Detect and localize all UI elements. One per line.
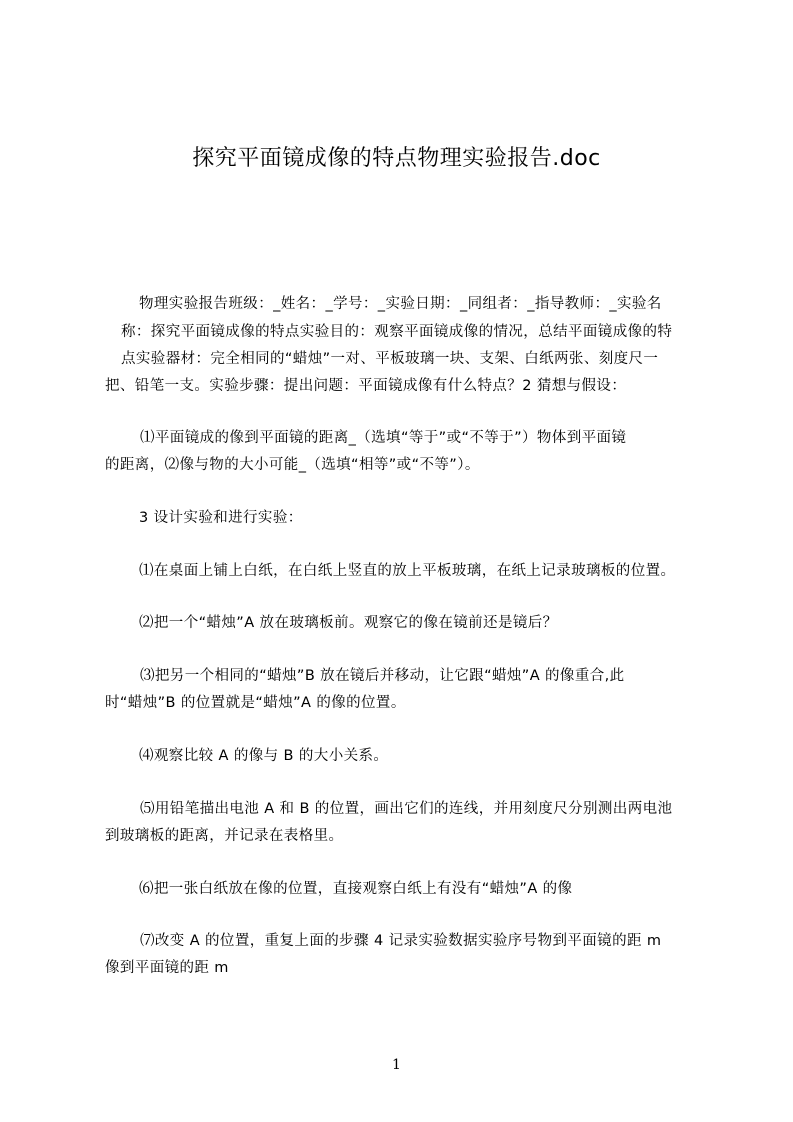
body-line-9: ⑵把一个“蜡烛”A 放在玻璃板前。观察它的像在镜前还是镜后？ [139,615,558,631]
body-line-12: ⑷观察比较 A 的像与 B 的大小关系。 [139,748,389,764]
body-line-4: 把、铅笔一支。实验步骤：提出问题：平面镜成像有什么特点？2 猜想与假设： [105,378,627,394]
body-line-15: ⑹把一张白纸放在像的位置，直接观察白纸上有没有“蜡烛”A 的像 [139,881,573,897]
body-line-7: 3 设计实验和进行实验： [139,510,303,526]
document-title: 探究平面镜成像的特点物理实验报告.doc [192,146,601,171]
body-line-16: ⑺改变 A 的位置，重复上面的步骤 4 记录实验数据实验序号物到平面镜的距 m [140,933,662,949]
body-line-11: 时“蜡烛”B 的位置就是“蜡烛”A 的像的位置。 [105,695,406,711]
body-line-17: 像到平面镜的距 m [105,960,229,976]
body-line-8: ⑴在桌面上铺上白纸，在白纸上竖直的放上平板玻璃，在纸上记录玻璃板的位置。 [139,563,676,579]
body-line-2: 称：探究平面镜成像的特点实验目的：观察平面镜成像的情况，总结平面镜成像的特 [121,324,673,340]
page-number: 1 [392,1057,401,1073]
body-line-3: 点实验器材：完全相同的“蜡烛”一对、平板玻璃一块、支架、白纸两张、刻度尺一 [121,351,659,367]
body-line-13: ⑸用铅笔描出电池 A 和 B 的位置，画出它们的连线，并用刻度尺分别测出两电池 [140,801,673,817]
body-line-14: 到玻璃板的距离，并记录在表格里。 [105,828,344,844]
body-line-1: 物理实验报告班级：_姓名：_学号：_实验日期：_同组者：_指导教师：_实验名 [139,296,662,312]
body-line-6: 的距离，⑵像与物的大小可能_（选填“相等”或“不等”）。 [105,457,480,473]
body-line-5: ⑴平面镜成的像到平面镜的距离_（选填“等于”或“不等于”）物体到平面镜 [140,430,627,446]
body-line-10: ⑶把另一个相同的“蜡烛”B 放在镜后并移动，让它跟“蜡烛”A 的像重合,此 [140,668,625,684]
